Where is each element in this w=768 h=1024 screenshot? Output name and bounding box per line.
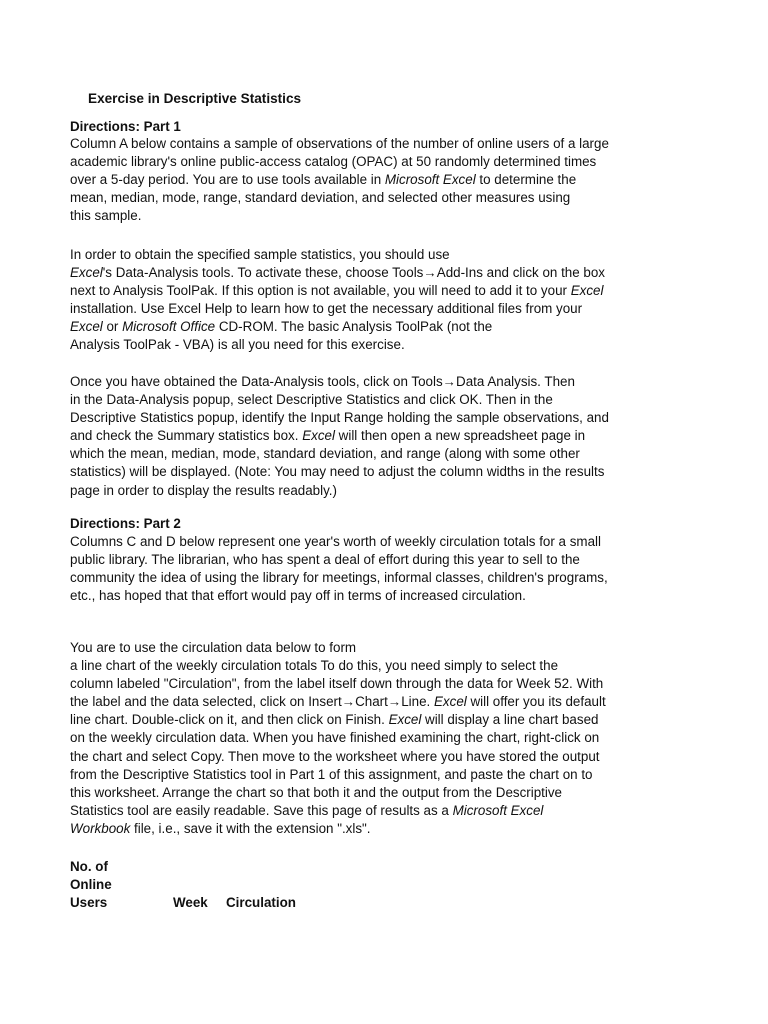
column-header-online-users-line-2: Online	[70, 877, 112, 893]
task-line-5-italic: Excel	[388, 712, 422, 728]
task-line-6: on the weekly circulation data. When you have finished examining the chart, right-click on	[70, 730, 600, 746]
part1-line-1: Column A below contains a sample of observations of the number of online users of a large	[70, 136, 609, 151]
task-line-9: this worksheet. Arrange the chart so that both it and the output from the Descriptive	[70, 784, 563, 800]
usage-line-4-start: and check the Summary statistics box.	[70, 428, 303, 444]
task-line-4-start: the label and the data selected, click on Insert→Chart→Line.	[70, 694, 434, 710]
task-line-5-start: line chart. Double-click on it, and then click on Finish.	[70, 712, 389, 728]
task-line-2: a line chart of the weekly circulation totals To do this, you need simply to select the	[70, 658, 559, 674]
analysis-line-4: installation. Use Excel Help to learn how to get the necessary additional files from your	[70, 301, 583, 317]
analysis-line-1: In order to obtain the specified sample statistics, you should use	[70, 247, 450, 262]
part1-line-3-end: to determine the	[475, 172, 577, 188]
part1-heading: Directions: Part 1	[70, 119, 181, 134]
analysis-line-5	[70, 318, 605, 336]
analysis-line-2-rest: 's Data-Analysis tools. To activate these, choose Tools→Add-Ins and click on the box	[102, 265, 605, 281]
usage-line-4-rest: will then open a new spreadsheet page in	[334, 428, 586, 444]
usage-line-7: page in order to display the results readably.)	[70, 482, 337, 498]
analysis-line-3-italic: Excel	[570, 283, 604, 299]
task-line-4	[70, 693, 606, 711]
usage-line-2: in the Data-Analysis popup, select Descriptive Statistics and click OK. Then in the	[70, 392, 553, 408]
analysis-line-5-mid: or	[102, 319, 123, 335]
column-header-online-users-line-3: Users	[70, 895, 108, 911]
part1-line-3-italic: Microsoft Excel	[384, 172, 476, 188]
column-header-online-users-line-1: No. of	[70, 859, 108, 874]
analysis-line-3	[70, 282, 605, 300]
part1-line-5: this sample.	[70, 208, 142, 224]
task-line-10-italic: Microsoft Excel	[452, 802, 544, 818]
analysis-line-5-italic-2: Microsoft Office	[122, 319, 216, 335]
usage-line-1: Once you have obtained the Data-Analysis tools, click on Tools→Data Analysis. Then	[70, 374, 575, 389]
part1-line-3	[70, 171, 609, 189]
analysis-line-3-start: next to Analysis ToolPak. If this option is not available, you will need to add it to your	[70, 283, 571, 299]
column-header-circulation: Circulation	[226, 895, 296, 911]
analysis-line-5-italic-1: Excel	[70, 319, 103, 335]
column-header-online-users	[70, 858, 112, 912]
task-line-7: the chart and select Copy. Then move to the worksheet where you have stored the output	[70, 748, 600, 764]
column-header-week: Week	[173, 895, 208, 911]
task-line-5	[70, 711, 606, 729]
task-line-3: column labeled "Circulation", from the label itself down through the data for Week 52. With	[70, 676, 604, 692]
usage-paragraph	[70, 373, 609, 500]
analysis-line-2	[70, 264, 605, 282]
task-line-11	[70, 820, 606, 838]
document-page	[70, 0, 750, 1024]
usage-line-6: statistics) will be displayed. (Note: You may need to adjust the column widths in the results	[70, 464, 605, 480]
part1-section	[70, 119, 609, 225]
analysis-tools-paragraph	[70, 246, 605, 355]
task-line-1: You are to use the circulation data below to form	[70, 640, 357, 655]
analysis-line-5-rest: CD-ROM. The basic Analysis ToolPak (not the	[215, 319, 493, 335]
task-paragraph	[70, 639, 606, 838]
task-line-11-rest: file, i.e., save it with the extension ".xls".	[130, 820, 371, 836]
analysis-line-6: Analysis ToolPak - VBA) is all you need for this exercise.	[70, 337, 405, 353]
usage-line-4-italic: Excel	[302, 428, 335, 444]
task-line-4-rest: will offer you its default	[466, 694, 606, 710]
page-title: Exercise in Descriptive Statistics	[88, 91, 302, 106]
part2-heading: Directions: Part 2	[70, 516, 181, 531]
task-line-10	[70, 802, 606, 820]
task-line-8: from the Descriptive Statistics tool in Part 1 of this assignment, and paste the chart on to	[70, 766, 593, 782]
part1-line-2: academic library's online public-access catalog (OPAC) at 50 randomly determined times	[70, 154, 597, 170]
task-line-5-rest: will display a line chart based	[421, 712, 599, 728]
analysis-line-2-italic: Excel	[70, 265, 103, 281]
task-line-11-italic: Workbook	[70, 820, 131, 836]
task-line-10-start: Statistics tool are easily readable. Save this page of results as a	[70, 802, 453, 818]
part2-line-4: etc., has hoped that that effort would pay off in terms of increased circulation.	[70, 588, 526, 604]
usage-line-4	[70, 427, 609, 445]
part2-section	[70, 515, 608, 605]
part2-line-3: community the idea of using the library for meetings, informal classes, children's programs,	[70, 570, 608, 586]
part1-line-3-text: over a 5-day period. You are to use tools available in	[70, 172, 385, 188]
usage-line-3: Descriptive Statistics popup, identify the Input Range holding the sample observations, and	[70, 410, 609, 426]
part2-line-1: Columns C and D below represent one year's worth of weekly circulation totals for a small	[70, 534, 601, 550]
part1-line-4: mean, median, mode, range, standard deviation, and selected other measures using	[70, 190, 571, 206]
part2-line-2: public library. The librarian, who has spent a deal of effort during this year to sell to the	[70, 552, 580, 568]
task-line-4-italic: Excel	[434, 694, 467, 710]
usage-line-5: which the mean, median, mode, standard deviation, and range (along with some other	[70, 446, 580, 462]
